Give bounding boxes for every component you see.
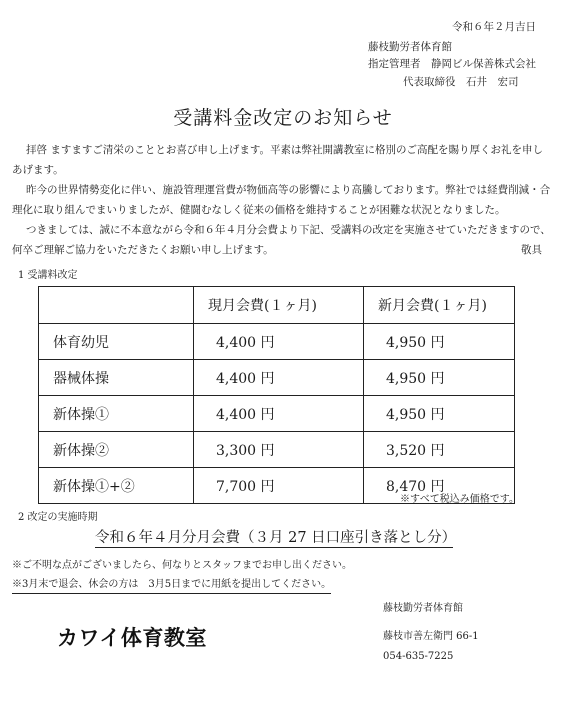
footer-org: 藤枝勤労者体育館 [383,603,463,614]
representative-name: 代表取締役 石井 宏司 [403,76,519,88]
inquiry-note: ※ご不明な点がございましたら、何なりとスタッフまでお申し出ください。 [12,560,352,571]
org-name: 藤枝勤労者体育館 [368,41,452,53]
class-name: 新体操② [39,432,194,468]
new-fee: 4,950 円 [364,396,515,432]
body-text [12,140,552,260]
table-row [39,396,515,432]
new-fee: 3,520 円 [364,432,515,468]
current-fee: 4,400 円 [194,396,364,432]
new-fee: 4,950 円 [364,324,515,360]
effective-period: 令和６年４月分月会費（３月 27 日口座引き落とし分） [95,527,453,548]
page-title: 受講料金改定のお知らせ [173,107,393,129]
footer-address: 藤枝市善左衛門 66-1 [383,631,479,642]
table-header-blank [39,287,194,324]
table-row [39,324,515,360]
table-row [39,360,515,396]
section-2-label: 2 改定の実施時期 [18,512,98,523]
new-fee: 4,950 円 [364,360,515,396]
paragraph-request: つきましては、誠に不本意ながら令和６年４月分会費より下記、受講料の改定を実施させていただきますので、何卒ご理解ご協力をいただきたくお願い申し上げます。 [12,224,551,256]
class-name: 新体操①+② [39,468,194,504]
manager-name: 指定管理者 静岡ビル保善株式会社 [368,58,536,70]
tax-note: ※すべて税込み価格です。 [400,494,519,505]
class-name: 新体操① [39,396,194,432]
table-row [39,432,515,468]
issue-date: 令和６年２月吉日 [452,21,536,33]
current-fee: 3,300 円 [194,432,364,468]
paragraph-greeting: 拝啓 ますますご清栄のこととお喜び申し上げます。平素は弊社開講教室に格別のご高配を賜り厚くお礼を申しあげます。 [12,144,543,176]
footer-phone: 054-635-7225 [383,651,454,662]
new-fee: 8,470 円 [364,468,515,504]
class-name: 体育幼児 [39,324,194,360]
withdrawal-note: ※3月末で退会、休会の方は 3月5日までに用紙を提出してください。 [12,576,331,594]
kawai-logo: カワイ体育教室 [57,626,207,650]
fee-table [38,286,515,504]
class-name: 器械体操 [39,360,194,396]
current-fee: 7,700 円 [194,468,364,504]
table-header-row [39,287,515,324]
table-header-new: 新月会費(１ヶ月) [364,287,515,324]
current-fee: 4,400 円 [194,360,364,396]
table-header-current: 現月会費(１ヶ月) [194,287,364,324]
section-1-label: 1 受講料改定 [18,270,78,281]
closing-text: 敬具 [521,244,542,256]
current-fee: 4,400 円 [194,324,364,360]
paragraph-reason: 昨今の世界情勢変化に伴い、施設管理運営費が物価高等の影響により高騰しております。弊社では経費削減・合理化に取り組んでまいりましたが、健闘むなしく従来の価格を維持することが困難な状況となりました。 [12,184,551,216]
